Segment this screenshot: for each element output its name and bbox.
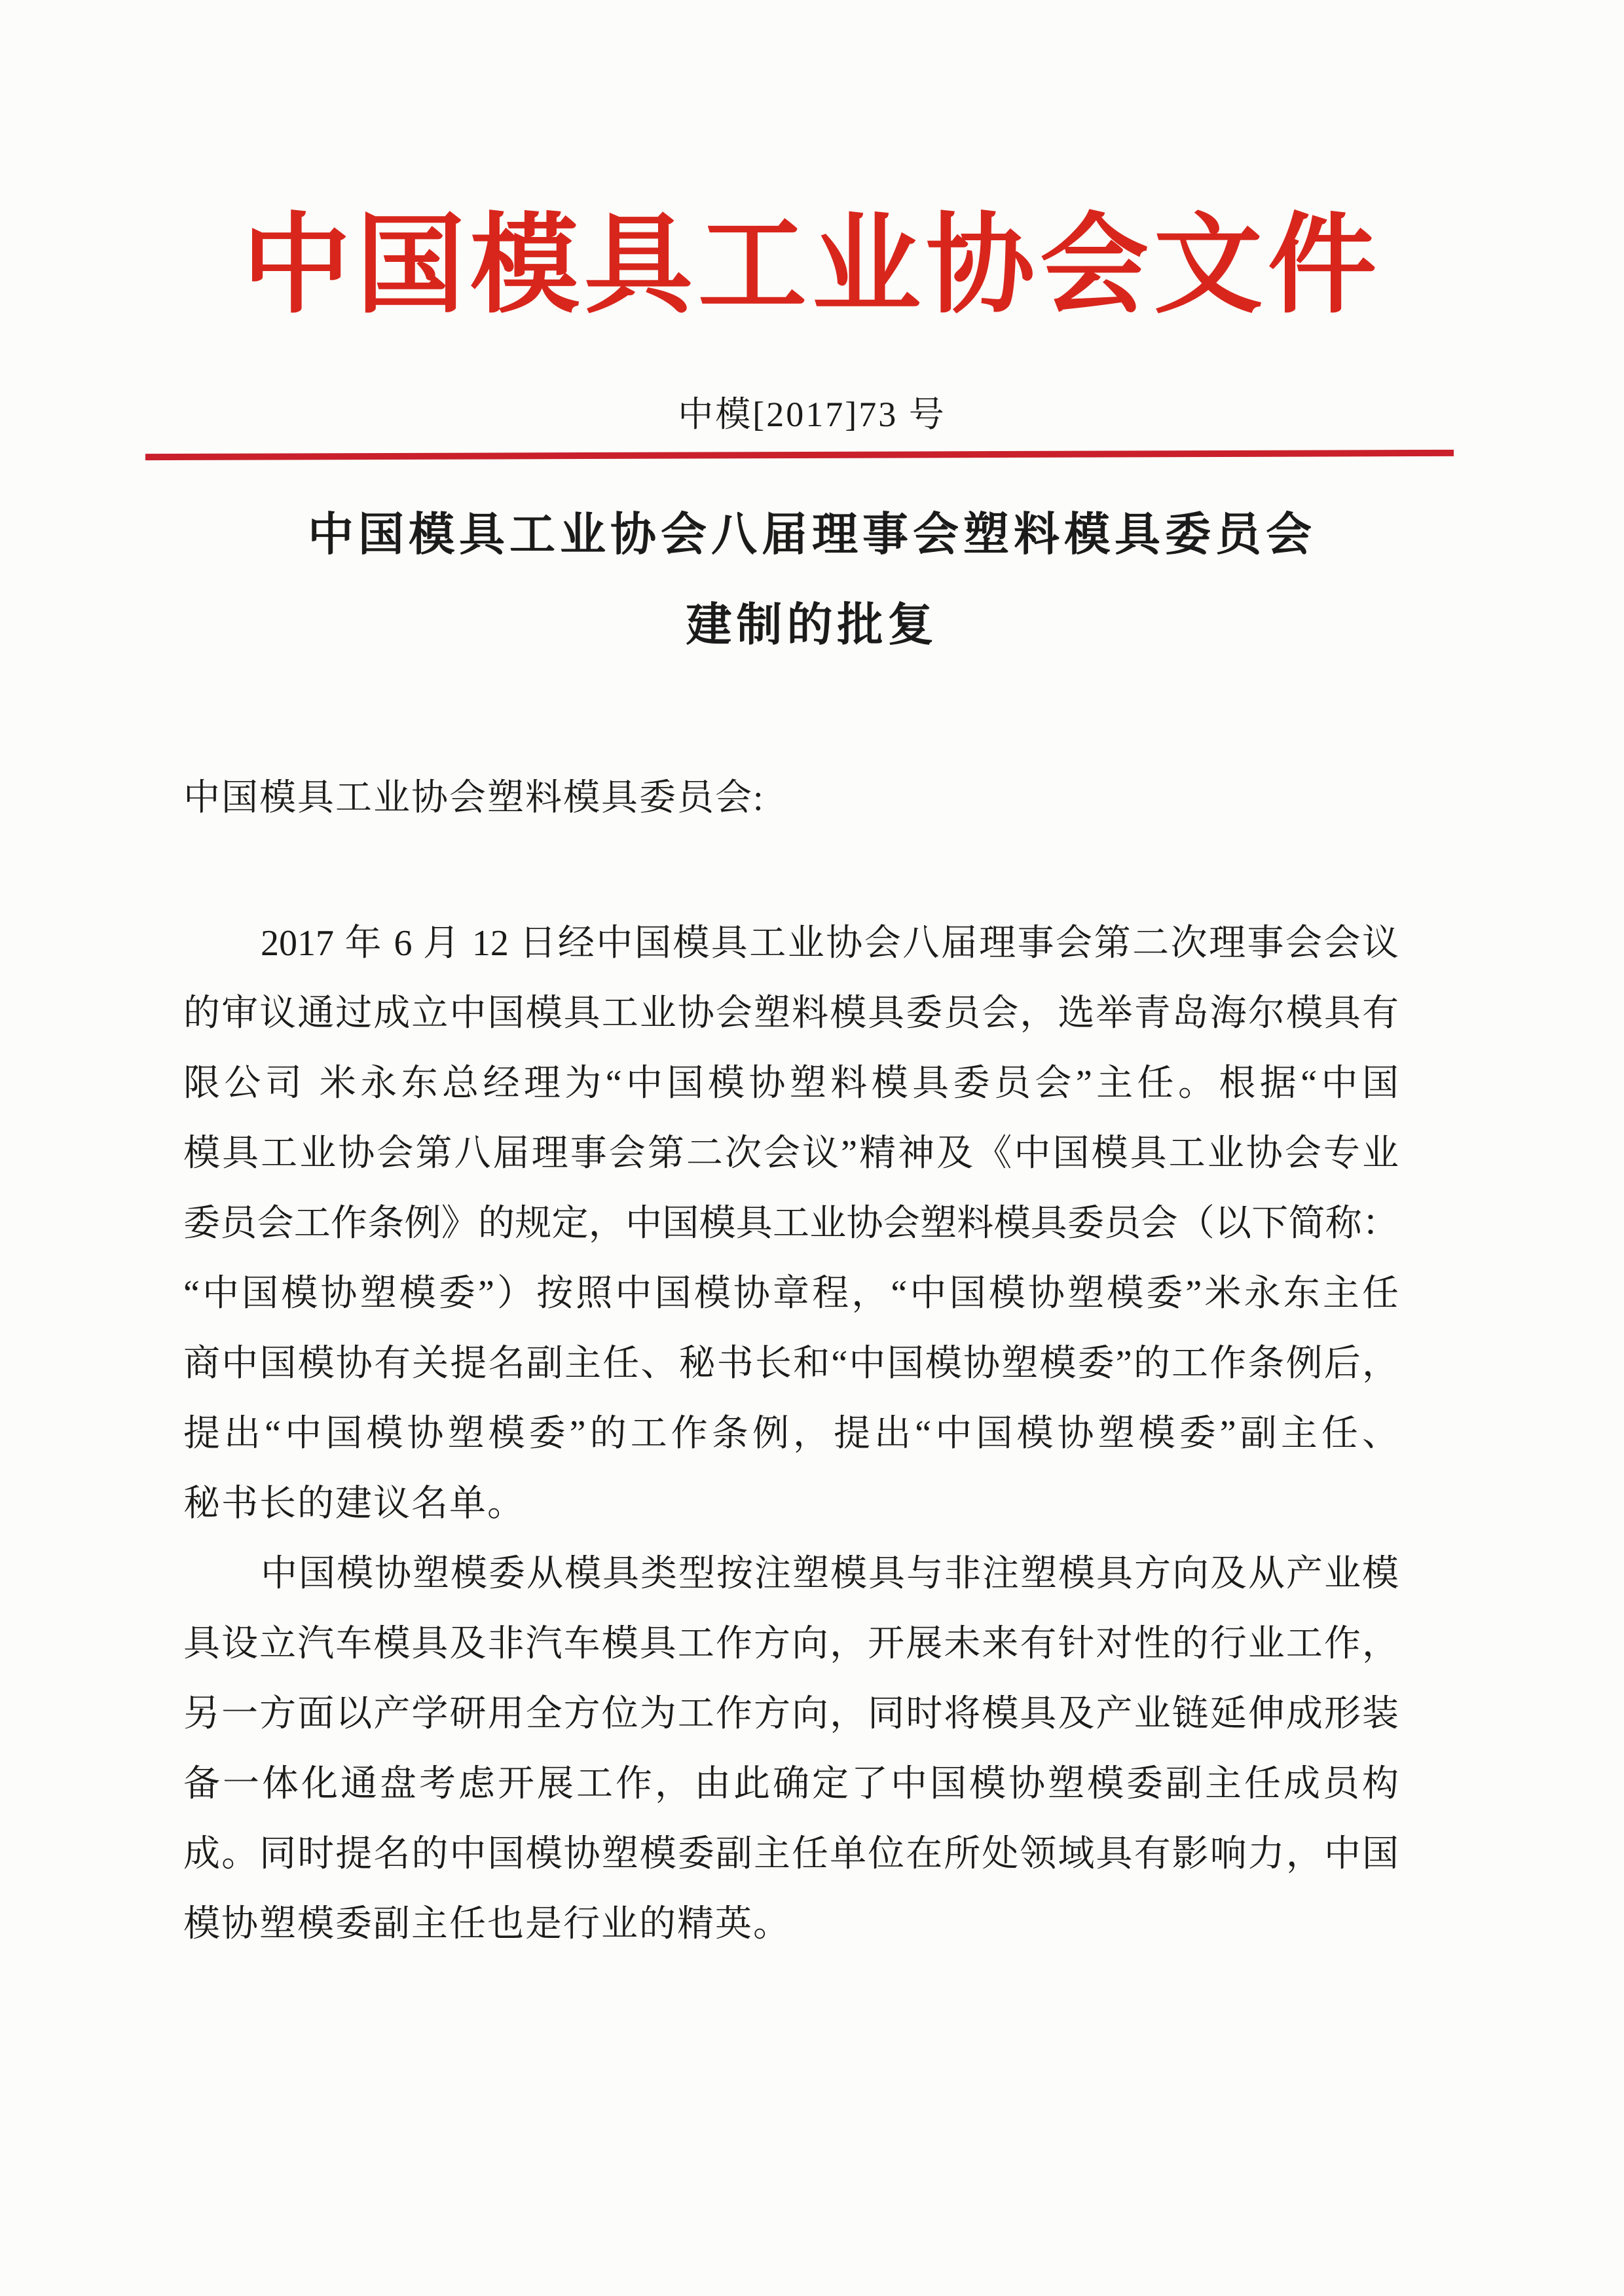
- document-title-line-2: 建制的批复: [686, 600, 938, 651]
- document-number: 中模[2017]73 号: [678, 395, 946, 434]
- paragraph-1: [183, 909, 1399, 1539]
- paragraph-2: [183, 1539, 1399, 1959]
- body-line: 另一方面以产学研用全方位为工作方向，同时将模具及产业链延伸成形装: [183, 1694, 1399, 1734]
- body-line: 模协塑模委副主任也是行业的精英。: [183, 1904, 791, 1944]
- body-line: 中国模协塑模委从模具类型按注塑模具与非注塑模具方向及从产业模: [261, 1554, 1399, 1594]
- salutation: 中国模具工业协会塑料模具委员会:: [183, 778, 765, 818]
- document-title-line-1: 中国模具工业协会八届理事会塑料模具委员会: [308, 510, 1316, 560]
- body-line: 2017 年 6 月 12 日经中国模具工业协会八届理事会第二次理事会会议: [261, 923, 1399, 964]
- body-line: 提出“中国模协塑模委”的工作条例，提出“中国模协塑模委”副主任、: [183, 1413, 1399, 1454]
- body-text: [183, 909, 1399, 1959]
- letterhead-title: 中国模具工业协会文件: [242, 206, 1382, 326]
- body-line: 成。同时提名的中国模协塑模委副主任单位在所处领域具有影响力，中国: [183, 1834, 1399, 1874]
- body-line: 委员会工作条例》的规定，中国模具工业协会塑料模具委员会（以下简称：: [183, 1203, 1399, 1244]
- body-line: 备一体化通盘考虑开展工作，由此确定了中国模协塑模委副主任成员构: [183, 1764, 1399, 1804]
- body-line: 商中国模协有关提名副主任、秘书长和“中国模协塑模委”的工作条例后，: [183, 1343, 1399, 1384]
- letterhead-divider-rule: [145, 450, 1454, 460]
- body-line: 模具工业协会第八届理事会第二次会议”精神及《中国模具工业协会专业: [183, 1133, 1399, 1174]
- body-line: 的审议通过成立中国模具工业协会塑料模具委员会，选举青岛海尔模具有: [183, 993, 1399, 1034]
- body-line: 秘书长的建议名单。: [183, 1484, 525, 1524]
- body-line: 限公司 米永东总经理为“中国模协塑料模具委员会”主任。根据“中国: [183, 1063, 1399, 1104]
- body-line: “中国模协塑模委”）按照中国模协章程，“中国模协塑模委”米永东主任: [183, 1273, 1399, 1314]
- body-line: 具设立汽车模具及非汽车模具工作方向，开展未来有针对性的行业工作，: [183, 1624, 1399, 1664]
